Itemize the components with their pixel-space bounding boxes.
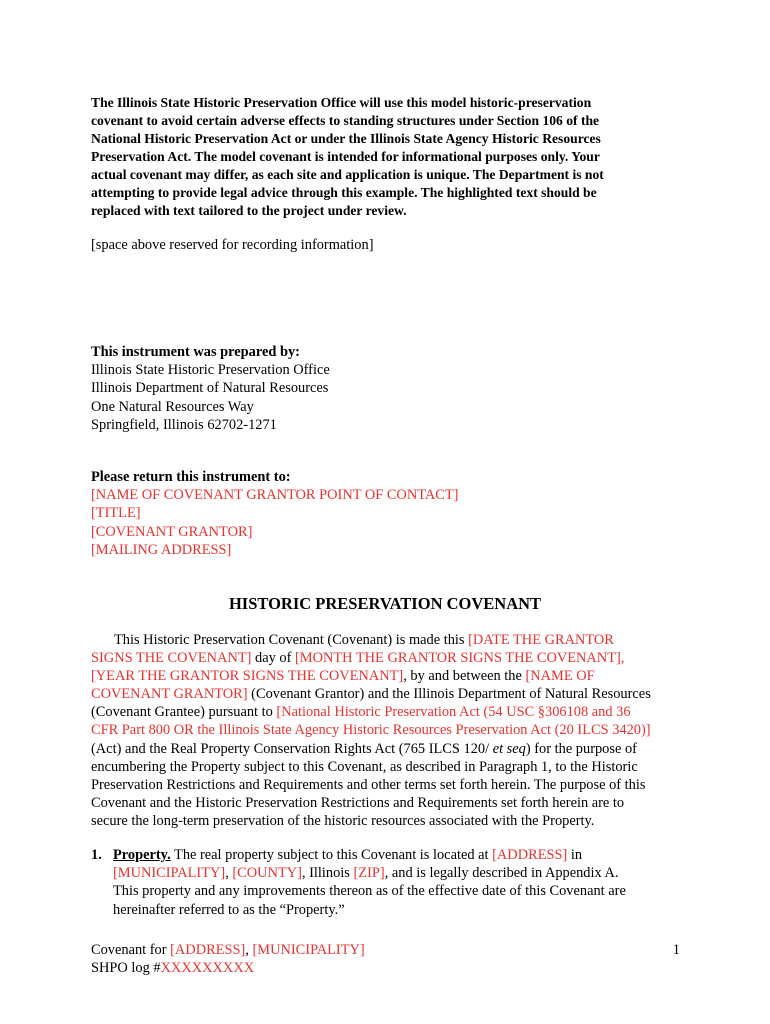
paragraph-line: Preservation Restrictions and Requirements and other terms set forth herein. The purpose of this bbox=[91, 776, 646, 793]
prepared-by-block bbox=[91, 343, 691, 434]
item-title: Property. bbox=[113, 847, 171, 863]
placeholder-address: [ADDRESS] bbox=[170, 942, 246, 958]
page-number: 1 bbox=[672, 942, 680, 958]
prepared-by-line: One Natural Resources Way bbox=[91, 398, 254, 415]
placeholder-municipality: [MUNICIPALITY] bbox=[252, 942, 365, 958]
item-text: The real property subject to this Covenant is located at bbox=[170, 847, 493, 863]
intro-line: National Historic Preservation Act or under the Illinois State Agency Historic Resources bbox=[91, 131, 601, 146]
paragraph-line: secure the long-term preservation of the historic resources associated with the Property. bbox=[91, 812, 595, 829]
paragraph-text: day of bbox=[251, 650, 295, 667]
item-line bbox=[113, 864, 691, 882]
page-footer bbox=[91, 941, 691, 977]
paragraph-line bbox=[91, 703, 691, 721]
paragraph-line: encumbering the Property subject to this Covenant, as described in Paragraph 1, to the Historic bbox=[91, 758, 638, 775]
paragraph-line bbox=[91, 649, 691, 667]
return-to-placeholder: [NAME OF COVENANT GRANTOR POINT OF CONTACT] bbox=[91, 487, 459, 504]
footer-line bbox=[91, 959, 691, 977]
return-to-placeholder: [MAILING ADDRESS] bbox=[91, 541, 232, 558]
item-text: , Illinois bbox=[301, 865, 354, 882]
return-to-placeholder: [TITLE] bbox=[91, 505, 141, 522]
return-to-block bbox=[91, 468, 691, 559]
item-text: , and is legally described in Appendix A. bbox=[384, 865, 619, 882]
item-number: 1. bbox=[91, 847, 102, 863]
paragraph-text: ) for the purpose of bbox=[525, 740, 637, 757]
item-line: hereinafter referred to as the “Property.” bbox=[113, 901, 345, 918]
intro-line: attempting to provide legal advice through this example. The highlighted text should be bbox=[91, 185, 597, 200]
paragraph-text: (Covenant Grantor) and the Illinois Department of Natural Resources bbox=[247, 686, 651, 703]
placeholder-year: [YEAR THE GRANTOR SIGNS THE COVENANT] bbox=[91, 668, 404, 685]
paragraph-line: Covenant and the Historic Preservation Restrictions and Requirements set forth herein are to bbox=[91, 794, 625, 811]
intro-line: actual covenant may differ, as each site and application is unique. The Department is not bbox=[91, 167, 604, 182]
placeholder-zip: [ZIP] bbox=[353, 865, 385, 882]
recording-space-note: [space above reserved for recording information] bbox=[91, 237, 374, 253]
return-to-heading: Please return this instrument to: bbox=[91, 469, 291, 485]
intro-line: covenant to avoid certain adverse effects to standing structures under Section 106 of the bbox=[91, 113, 600, 128]
return-to-placeholder: [COVENANT GRANTOR] bbox=[91, 523, 253, 540]
covenant-intro-paragraph bbox=[91, 631, 691, 830]
document-title: HISTORIC PRESERVATION COVENANT bbox=[228, 594, 542, 613]
prepared-by-line: Illinois State Historic Preservation Office bbox=[91, 362, 330, 379]
paragraph-italic-text: et seq bbox=[492, 740, 526, 757]
footer-text: SHPO log # bbox=[91, 960, 161, 977]
placeholder-statute: CFR Part 800 OR the Illinois State Agency Historic Resources Preservation Act (20 ILCS 3420)] bbox=[91, 722, 651, 739]
paragraph-text: (Covenant Grantee) pursuant to bbox=[91, 704, 277, 721]
paragraph-text: This Historic Preservation Covenant (Covenant) is made this bbox=[114, 632, 469, 648]
placeholder-county: [COUNTY] bbox=[232, 865, 302, 882]
intro-line: Preservation Act. The model covenant is intended for informational purposes only. Your bbox=[91, 149, 600, 164]
prepared-by-line: Illinois Department of Natural Resources bbox=[91, 380, 329, 397]
placeholder-date: [DATE THE GRANTOR bbox=[468, 632, 614, 648]
prepared-by-line: Springfield, Illinois 62702-1271 bbox=[91, 416, 277, 433]
placeholder-date: SIGNS THE COVENANT] bbox=[91, 650, 252, 667]
item-line: This property and any improvements thereon as of the effective date of this Covenant are bbox=[113, 883, 626, 900]
paragraph-line bbox=[91, 667, 691, 685]
item-body bbox=[113, 846, 691, 919]
intro-line: The Illinois State Historic Preservation Office will use this model historic-preservation bbox=[91, 95, 592, 110]
placeholder-address: [ADDRESS] bbox=[492, 847, 568, 863]
intro-disclaimer bbox=[91, 94, 691, 220]
placeholder-grantor-name: COVENANT GRANTOR] bbox=[91, 686, 248, 703]
paragraph-line bbox=[91, 685, 691, 703]
footer-text: , bbox=[245, 942, 253, 958]
paragraph-line bbox=[91, 740, 691, 758]
item-text: in bbox=[567, 847, 583, 863]
placeholder-statute: [National Historic Preservation Act (54 USC §306108 and 36 bbox=[276, 704, 631, 721]
paragraph-line bbox=[91, 631, 691, 649]
paragraph-text: (Act) and the Real Property Conservation Rights Act (765 ILCS 120/ bbox=[91, 740, 493, 757]
footer-line bbox=[91, 941, 691, 959]
footer-text: Covenant for bbox=[91, 942, 171, 958]
intro-line: replaced with text tailored to the project under review. bbox=[91, 203, 407, 218]
item-line bbox=[113, 846, 691, 864]
paragraph-line bbox=[91, 721, 691, 739]
paragraph-text: , by and between the bbox=[403, 668, 526, 685]
item-text: , bbox=[225, 865, 233, 882]
prepared-by-heading: This instrument was prepared by: bbox=[91, 344, 300, 360]
placeholder-shpo-log: XXXXXXXXX bbox=[160, 960, 255, 977]
placeholder-month: [MONTH THE GRANTOR SIGNS THE COVENANT], bbox=[295, 650, 625, 667]
placeholder-grantor-name: [NAME OF bbox=[525, 668, 595, 685]
placeholder-municipality: [MUNICIPALITY] bbox=[113, 865, 226, 882]
